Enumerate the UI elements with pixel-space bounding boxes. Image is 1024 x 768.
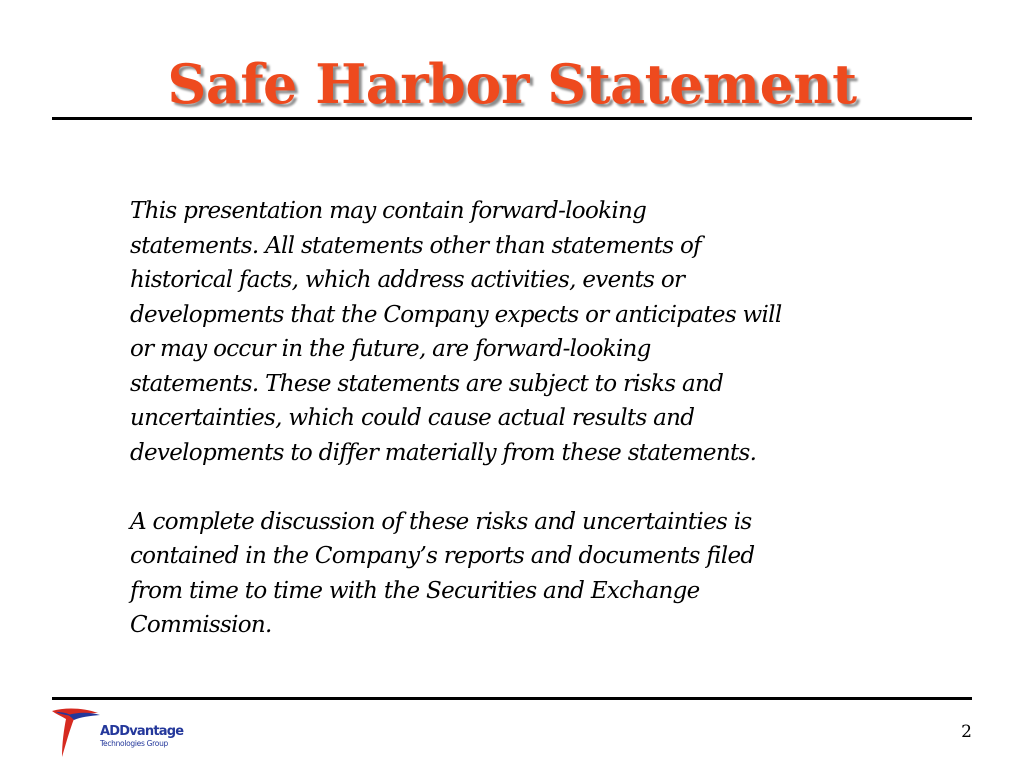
logo-subtitle: Technologies Group [100, 739, 168, 748]
statement-body [130, 194, 900, 643]
statement-paragraph-1: This presentation may contain forward-looking statements. All statements other than statements of historical facts, which address activities, events or developments that the Company expects or anticipates will or may occur in the future, are forward-looking statements. These statements are subject to risks and uncertainties, which could cause actual results and developments to differ materially from these statements. [130, 198, 782, 466]
statement-paragraph-2: A complete discussion of these risks and uncertainties is contained in the Company’s reports and documents filed from time to time with the Securities and Exchange Commission. [130, 508, 755, 638]
page-number: 2 [961, 722, 972, 742]
footer-divider [52, 697, 972, 700]
title-divider [52, 117, 972, 120]
company-logo [50, 705, 200, 761]
logo-swoosh-icon [50, 705, 102, 761]
logo-name: ADDvantage [100, 724, 184, 739]
slide-title: Safe Harbor Statement [167, 52, 857, 116]
